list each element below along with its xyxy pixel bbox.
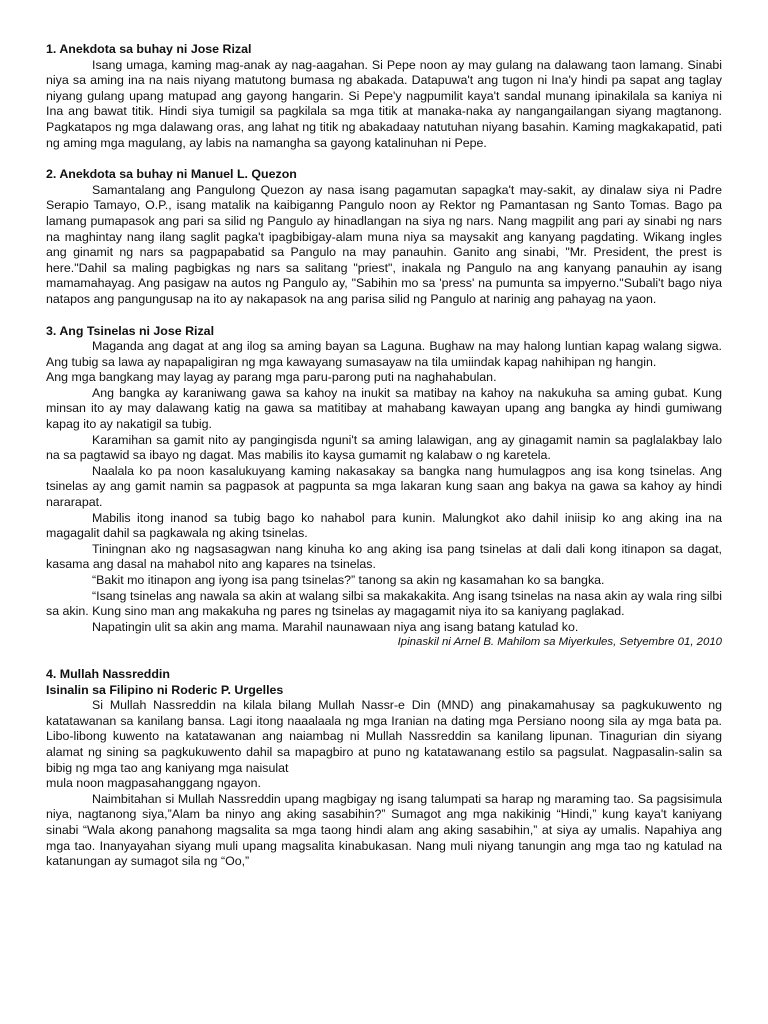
section-quezon-anecdote [46, 167, 722, 307]
paragraph: Ang bangka ay karaniwang gawa sa kahoy na inukit sa matibay na kahoy na nakukuha sa aming gubat. Kung minsan ito ay may dalawang katig na gawa sa matitibay at mahabang kawayan upang ang bangka ay hindi gumiwang kapag ito ay nakatigil sa tubig. [46, 385, 722, 432]
paragraph: Si Mullah Nassreddin na kilala bilang Mullah Nassr-e Din (MND) ang pinakamahusay sa pagkukuwento ng katatawanan sa kanilang bansa. Lagi itong naaalaala ng mga Iranian na dating mga Persiano noong sila ay mga bata pa. Libo-libong kuwento na katatawanan ang naiambag ni Mullah Nassreddin sa kanilang lipunan. Tinagurian din siyang alamat ng sining sa pagkukuwento dahil sa mapagbiro at puno ng katatawanang estilo sa pagsulat. Nagpasalin-salin sa bibig ng mga tao ang kaniyang mga naisulat [46, 698, 722, 775]
paragraph: “Isang tsinelas ang nawala sa akin at walang silbi sa makakakita. Ang isang tsinelas na nasa akin ay wala ring silbi sa akin. Kung sino man ang makakuha ng pares ng tsinelas ay magagamit niya ito sa kaniyang paglakad. [46, 588, 722, 619]
paragraph: Napatingin ulit sa akin ang mama. Marahil naunawaan niya ang isang batang katulad ko. [92, 619, 579, 634]
paragraph: Mabilis itong inanod sa tubig bago ko nahabol para kunin. Malungkot ako dahil iniisip ko ang aking ina na magagalit dahil sa pagkawala ng aking tsinelas. [46, 510, 722, 541]
paragraph: Samantalang ang Pangulong Quezon ay nasa isang pagamutan sapagka't may-sakit, ay dinalaw siya ni Padre Serapio Tamayo, O.P., isang matalik na kaibiganng Pangulo noon ay Rektor ng Pamantasan ng Santo Tomas. Bago pa lamang pumapasok ang pari sa silid ng Pangulo ay hinadlangan na siya ng nars. Nang magpilit ang pari ay sinabi ng nars na maghintay nang ilang saglit pagka't ipagbibigay-alam muna niya sa maysakit ang kanyang pagdating. Wikang ingles ang ginamit ng nars sa pagpapabatid sa Pangulo na may panauhin. Ganito ang sinabi, "Mr. President, the prest is here."Dahil sa maling pagbigkas ng nars sa salitang "priest", inakala ng Pangulo na ang kanyang panauhin ay isang mamamahayag. Ang pasigaw na autos ng Pangulo ay, "Sabihin mo sa 'press' na pumunta sa impyerno."Subali't bago niya natapos ang pangungusap na ito ay nakapasok na ang parisa silid ng Pangulo at narinig ang pahayag na yaon. [46, 182, 722, 306]
section-title: 3. Ang Tsinelas ni Jose Rizal [46, 323, 215, 338]
paragraph: Maganda ang dagat at ang ilog sa aming bayan sa Laguna. Bughaw na may halong luntian kapag walang sigwa. Ang tubig sa lawa ay napapaligiran ng mga kawayang sumasayaw na tila umiindak kapag nahihipan ng hangin. [46, 339, 722, 369]
section-tsinelas [46, 324, 722, 651]
section-title: 2. Anekdota sa buhay ni Manuel L. Quezon [46, 167, 297, 182]
section-title: 1. Anekdota sa buhay ni Jose Rizal [46, 42, 252, 56]
signature-line: Ipinaskil ni Arnel B. Mahilom sa Miyerkules, Setyembre 01, 2010 [397, 636, 722, 649]
paragraph: Karamihan sa gamit nito ay pangingisda nguni't sa aming lalawigan, ang ay ginagamit namin sa paglalakbay lalo na sa pagtawid sa ibayo ng dagat. Mas mabilis ito kaysa gumamit ng kalabaw o ng karetela. [46, 432, 722, 463]
document-page [46, 42, 722, 886]
paragraph: mula noon magpasahanggang ngayon. [46, 776, 261, 791]
paragraph: Ang mga bangkang may layag ay parang mga paru-parong puti na naghahabulan. [46, 370, 497, 385]
section-subtitle: Isinalin sa Filipino ni Roderic P. Urgelles [46, 682, 284, 697]
paragraph: Isang umaga, kaming mag-anak ay nag-aagahan. Si Pepe noon ay may gulang na dalawang taon lamang. Sinabi niya sa aming ina na nais niyang matutong bumasa ng abakada. Datapuwa't ang tugon ni Ina'y hindi pa sapat ang taglay niyang gulang upang matupad ang gayong hangarin. Si Pepe'y nagpumilit kaya't sandal munang ipinakilala sa kaniya ni Ina ang bawat titik. Hindi siya tumigil sa pagkilala sa mga titik at manaka-naka ay nangangailangan siyang magtanong. Pagkatapos ng mga dalawang oras, ang lahat ng titik ng abakadaay natutuhan niyang basahin. Kaming magkakapatid, pati ng aming mga magulang, ay labis na namangha sa gayong katalinuhan ni Pepe. [46, 57, 722, 150]
paragraph: Naalala ko pa noon kasalukuyang kaming nakasakay sa bangka nang humulagpos ang isa kong tsinelas. Ang tsinelas ay ang gamit namin sa pagpasok at pagpunta sa mga lakaran kung saan ang bakya na gawa sa kahoy ay hindi nararapat. [46, 463, 722, 510]
section-title: 4. Mullah Nassreddin [46, 666, 170, 681]
paragraph: Naimbitahan si Mullah Nassreddin upang magbigay ng isang talumpati sa harap ng maraming tao. Sa pagsisimula niya, nagtanong siya,”Alam ba ninyo ang aking sasabihin?” Sumagot ang mga nakikinig “Hindi,” kung kaya't kaniyang sinabi “Wala akong panahong magsalita sa mga taong hindi alam ang aking sasabihin,” at siya ay umalis. Napahiya ang mga tao. Inanyayahan siyang muli upang magsalita kinabukasan. Nang muli niyang tanungin ang mga tao ng katulad na katanungan ay sumagot sila ng “Oo,” [46, 791, 722, 869]
section-mullah-nassreddin [46, 667, 722, 870]
section-rizal-anecdote [46, 42, 722, 151]
paragraph: Tiningnan ako ng nagsasagwan nang kinuha ko ang aking isa pang tsinelas at dali dali kong itinapon sa dagat, kasama ang dasal na mahabol nito ang kapares na tsinelas. [46, 541, 722, 572]
paragraph: “Bakit mo itinapon ang iyong isa pang tsinelas?” tanong sa akin ng kasamahan ko sa bangka. [92, 573, 605, 587]
